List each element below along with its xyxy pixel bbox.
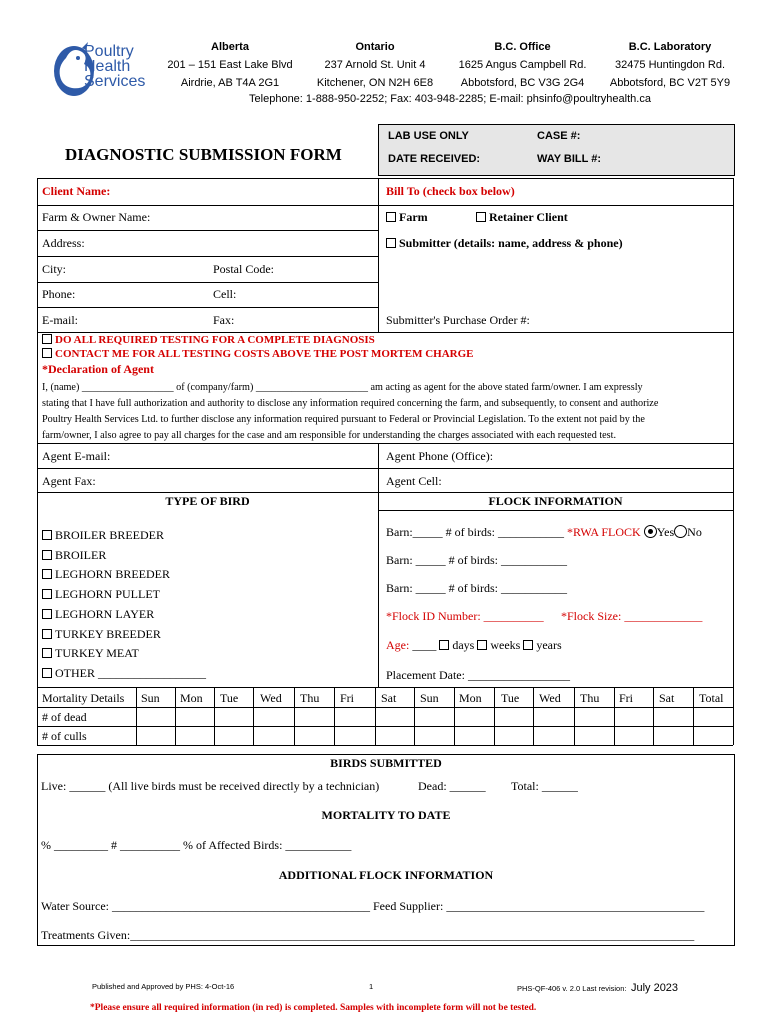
rwa-flock-label: *RWA FLOCK: [567, 525, 641, 539]
revision-label: PHS-QF-406 v. 2.0 Last revision:: [517, 984, 627, 993]
checkbox-icon[interactable]: [42, 348, 52, 358]
bird-type-leghorn-layer[interactable]: [42, 605, 206, 625]
checkbox-icon[interactable]: [476, 212, 486, 222]
published-note: Published and Approved by PHS: 4-Oct-16: [92, 982, 235, 991]
bird-type-turkey-breeder[interactable]: [42, 625, 206, 645]
contact-me-testing[interactable]: [42, 348, 474, 360]
mortality-to-date-line: % _________ # __________ % of Affected Birds: ___________: [41, 838, 352, 852]
rwa-no-option[interactable]: [674, 525, 702, 539]
table-column-divider: [614, 687, 615, 745]
bird-type-broiler-breeder[interactable]: [42, 526, 206, 546]
age-days-option[interactable]: [439, 638, 474, 652]
day-col: Wed: [539, 691, 561, 705]
office-addr1: 201 – 151 East Lake Blvd: [167, 59, 293, 71]
revision-note: [517, 978, 678, 996]
culls-row-label: # of culls: [42, 729, 87, 743]
age-label: Age:: [386, 638, 410, 652]
declaration-title: *Declaration of Agent: [42, 362, 154, 376]
bill-to-retainer-label: Retainer Client: [489, 210, 568, 224]
cell-label: Cell:: [213, 287, 237, 301]
type-of-bird-title: TYPE OF BIRD: [165, 494, 250, 508]
table-column-divider: [294, 687, 295, 745]
office-ontario: [305, 38, 445, 92]
age-weeks-label: weeks: [490, 638, 521, 652]
table-column-divider: [454, 687, 455, 745]
day-col: Thu: [300, 691, 320, 705]
office-name: B.C. Office: [494, 41, 551, 53]
checkbox-icon[interactable]: [477, 640, 487, 650]
table-column-divider: [653, 687, 654, 745]
radio-selected-icon[interactable]: [644, 525, 657, 538]
rwa-yes-label: Yes: [656, 525, 675, 539]
age-blank: ____: [409, 638, 437, 652]
declaration-line: Poultry Health Services Ltd. to further disclose any information required pursuant to Federal or Provincial Legislation. To the extent not paid by the: [42, 414, 645, 425]
day-col: Mon: [180, 691, 203, 705]
bill-to-title: Bill To (check box below): [386, 184, 515, 198]
bill-to-submitter-label: Submitter (details: name, address & phone): [399, 236, 623, 250]
flock-size-label: *Flock Size: _____________: [561, 609, 703, 623]
lab-use-title: LAB USE ONLY: [388, 130, 469, 142]
birds-submitted-title: BIRDS SUBMITTED: [330, 756, 442, 770]
office-name: Alberta: [211, 41, 249, 53]
do-all-testing-label: DO ALL REQUIRED TESTING FOR A COMPLETE DIAGNOSIS: [55, 334, 375, 346]
office-addr2: Kitchener, ON N2H 6E8: [316, 77, 434, 89]
dead-birds-label: Dead: ______: [418, 779, 486, 793]
bird-type-label: LEGHORN BREEDER: [55, 567, 170, 582]
office-addr2: Abbotsford, BC V2T 5Y9: [609, 77, 731, 89]
mortality-details-header: Mortality Details: [42, 691, 125, 705]
bill-to-submitter[interactable]: [386, 236, 623, 251]
purchase-order-label: Submitter's Purchase Order #:: [386, 313, 530, 327]
postal-code-label: Postal Code:: [213, 262, 275, 276]
checkbox-icon[interactable]: [42, 668, 52, 678]
barn1-label: Barn:_____ # of birds: ___________: [386, 525, 564, 539]
declaration-line: I, (name) __________________ of (company/farm) ______________________ am acting as agent for the above stated farm/owner. I am expressly: [42, 382, 643, 393]
table-column-divider: [414, 687, 415, 745]
phone-label: Phone:: [42, 287, 76, 301]
treatments-line: Treatments Given:______________________________________________________________________________________________: [41, 928, 695, 942]
day-col: Tue: [220, 691, 239, 705]
office-alberta: [160, 38, 300, 92]
checkbox-icon[interactable]: [42, 648, 52, 658]
bird-type-label: TURKEY BREEDER: [55, 626, 161, 641]
table-column-divider: [136, 687, 137, 745]
day-col: Sun: [420, 691, 439, 705]
office-bc-lab: [600, 38, 740, 92]
checkbox-icon[interactable]: [42, 569, 52, 579]
dead-row-label: # of dead: [42, 710, 87, 724]
bird-type-label: BROILER BREEDER: [55, 528, 165, 542]
rwa-no-label: No: [687, 525, 702, 539]
declaration-text: [42, 380, 732, 444]
logo-line1: Poultry: [84, 43, 134, 60]
total-col: Total: [699, 691, 724, 705]
bird-type-label: TURKEY MEAT: [55, 646, 139, 661]
barn2-label: Barn: _____ # of birds: ___________: [386, 553, 567, 567]
declaration-line: farm/owner, I also agree to pay all charges for the case and am responsible for understanding the charges associated with each requested test.: [42, 430, 617, 441]
logo-line2: Health: [84, 58, 131, 75]
additional-info-title: ADDITIONAL FLOCK INFORMATION: [278, 868, 494, 882]
bird-type-label: OTHER __________________: [55, 665, 206, 680]
age-years-option[interactable]: [523, 638, 561, 652]
day-col: Mon: [459, 691, 482, 705]
contact-line: Telephone: 1-888-950-2252; Fax: 403-948-2285; E-mail: phsinfo@poultryhealth.ca: [249, 93, 651, 105]
placement-date-label: Placement Date: _________________: [386, 668, 570, 682]
checkbox-icon[interactable]: [439, 640, 449, 650]
bird-type-label: BROILER: [55, 547, 107, 562]
table-column-divider: [334, 687, 335, 745]
agent-fax-label: Agent Fax:: [42, 474, 96, 488]
office-addr1: 32475 Huntingdon Rd.: [614, 59, 726, 71]
age-days-label: days: [452, 638, 475, 652]
flock-id-label: *Flock ID Number: __________: [386, 609, 544, 623]
age-weeks-option[interactable]: [477, 638, 520, 652]
table-column-divider: [175, 687, 176, 745]
checkbox-icon[interactable]: [42, 609, 52, 619]
barn3-label: Barn: _____ # of birds: ___________: [386, 581, 567, 595]
bird-type-broiler[interactable]: [42, 546, 206, 566]
declaration-line: stating that I have full authorization and authority to disclose any information required concerning the farm, and subsequently, to consent and authorize: [42, 398, 659, 409]
day-col: Fri: [619, 691, 634, 705]
bill-to-retainer[interactable]: [476, 210, 568, 225]
radio-icon[interactable]: [674, 525, 687, 538]
water-feed-line: Water Source: ___________________________________________ Feed Supplier: ___________________________________________: [41, 899, 705, 913]
checkbox-icon[interactable]: [42, 530, 52, 540]
checkbox-icon[interactable]: [386, 212, 396, 222]
farm-owner-label: Farm & Owner Name:: [42, 210, 151, 224]
city-label: City:: [42, 262, 67, 276]
day-col: Wed: [260, 691, 282, 705]
form-title: DIAGNOSTIC SUBMISSION FORM: [65, 145, 342, 164]
day-col: Sat: [659, 691, 675, 705]
office-addr2: Abbotsford, BC V3G 2G4: [460, 77, 585, 89]
checkbox-icon[interactable]: [42, 334, 52, 344]
agent-cell-label: Agent Cell:: [386, 474, 442, 488]
agent-phone-label: Agent Phone (Office):: [386, 449, 494, 463]
office-addr2: Airdrie, AB T4A 2G1: [180, 77, 280, 89]
bird-type-list: [42, 526, 206, 684]
day-col: Fri: [340, 691, 355, 705]
bird-type-label: LEGHORN PULLET: [55, 587, 160, 602]
age-years-label: years: [536, 638, 562, 652]
revision-date: July 2023: [630, 982, 679, 994]
logo: [52, 38, 162, 98]
bird-type-leghorn-pullet[interactable]: [42, 585, 206, 605]
checkbox-icon[interactable]: [42, 629, 52, 639]
table-column-divider: [214, 687, 215, 745]
mortality-to-date-title: MORTALITY TO DATE: [321, 808, 451, 822]
bird-type-label: LEGHORN LAYER: [55, 606, 155, 621]
client-name-label: Client Name:: [42, 184, 111, 198]
checkbox-icon[interactable]: [42, 589, 52, 599]
email-label: E-mail:: [42, 313, 78, 327]
way-bill-label: WAY BILL #:: [537, 153, 601, 165]
bill-to-farm-label: Farm: [399, 210, 428, 224]
case-number-label: CASE #:: [537, 130, 581, 142]
barn1-line: [386, 525, 702, 540]
contact-me-testing-label: CONTACT ME FOR ALL TESTING COSTS ABOVE THE POST MORTEM CHARGE: [55, 348, 474, 360]
table-column-divider: [574, 687, 575, 745]
bird-type-leghorn-breeder[interactable]: [42, 565, 206, 585]
office-bc: [450, 38, 595, 92]
footer-warning: *Please ensure all required information (in red) is completed. Samples with incomplete form will not be tested.: [90, 1003, 537, 1013]
address-label: Address:: [42, 236, 85, 250]
bird-type-other[interactable]: [42, 664, 206, 684]
fax-label: Fax:: [213, 313, 235, 327]
checkbox-icon[interactable]: [42, 550, 52, 560]
checkbox-icon[interactable]: [523, 640, 533, 650]
table-column-divider: [375, 687, 376, 745]
day-col: Sun: [141, 691, 160, 705]
live-birds-label: Live: ______ (All live birds must be received directly by a technician): [41, 779, 380, 793]
day-col: Sat: [381, 691, 397, 705]
table-column-divider: [533, 687, 534, 745]
day-col: Thu: [580, 691, 600, 705]
page-number: 1: [369, 982, 374, 991]
date-received-label: DATE RECEIVED:: [388, 153, 481, 165]
age-line: [386, 638, 562, 653]
table-column-divider: [253, 687, 254, 745]
office-addr1: 237 Arnold St. Unit 4: [324, 59, 426, 71]
checkbox-icon[interactable]: [386, 238, 396, 248]
agent-email-label: Agent E-mail:: [42, 449, 111, 463]
flock-info-title: FLOCK INFORMATION: [488, 494, 623, 508]
table-column-divider: [693, 687, 694, 745]
do-all-testing[interactable]: [42, 334, 375, 346]
logo-line3: Services: [84, 73, 146, 90]
rwa-yes-option[interactable]: [644, 525, 674, 539]
office-addr1: 1625 Angus Campbell Rd.: [458, 59, 587, 71]
table-column-divider: [494, 687, 495, 745]
total-birds-label: Total: ______: [511, 779, 578, 793]
bill-to-farm[interactable]: [386, 210, 428, 225]
office-name: Ontario: [355, 41, 395, 53]
day-col: Tue: [501, 691, 520, 705]
bird-type-turkey-meat[interactable]: [42, 644, 206, 664]
office-name: B.C. Laboratory: [628, 41, 712, 53]
